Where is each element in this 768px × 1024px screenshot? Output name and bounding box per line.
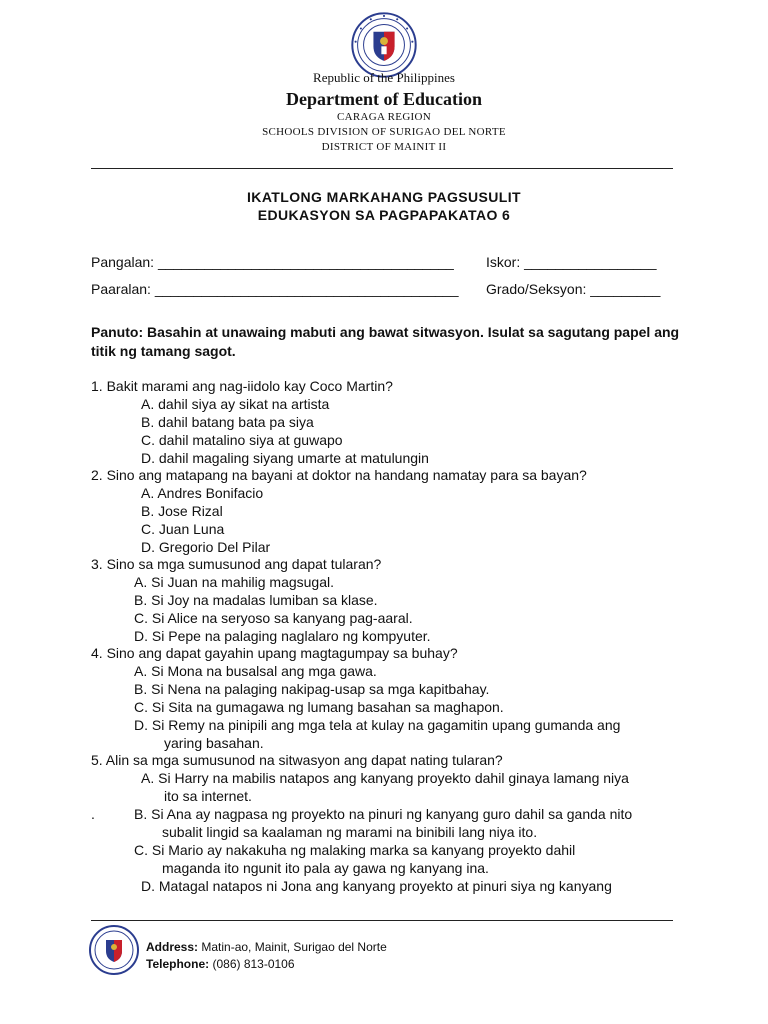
choice-4d-continued: yaring basahan. bbox=[164, 735, 264, 751]
choice-5c: C. Si Mario ay nakakuha ng malaking marka sa kanyang proyekto dahil bbox=[134, 842, 576, 858]
question-1: 1. Bakit marami ang nag-iidolo kay Coco Martin? bbox=[91, 378, 393, 394]
choice-1c: C. dahil matalino siya at guwapo bbox=[141, 432, 343, 448]
choice-2d: D. Gregorio Del Pilar bbox=[141, 539, 271, 555]
question-5: 5. Alin sa mga sumusunod na sitwasyon ang dapat nating tularan? bbox=[91, 752, 503, 768]
address-label: Address: bbox=[146, 940, 199, 954]
question-3: 3. Sino sa mga sumusunod ang dapat tularan? bbox=[91, 556, 382, 572]
header-divider bbox=[91, 168, 673, 169]
choice-5b: B. Si Ana ay nagpasa ng proyekto na pinuri ng kanyang guro dahil sa ganda nito bbox=[134, 806, 633, 822]
choice-5a: A. Si Harry na mabilis natapos ang kanyang proyekto dahil ginaya lamang niya bbox=[141, 770, 629, 786]
address-value: Matin-ao, Mainit, Surigao del Norte bbox=[201, 940, 387, 954]
question-4: 4. Sino ang dapat gayahin upang magtagumpay sa buhay? bbox=[91, 645, 458, 661]
choice-2c: C. Juan Luna bbox=[141, 521, 225, 537]
footer-divider bbox=[91, 920, 673, 921]
choice-2b: B. Jose Rizal bbox=[141, 503, 223, 519]
choice-4b: B. Si Nena na palaging nakipag-usap sa mga kapitbahay. bbox=[134, 681, 490, 697]
deped-seal-footer-logo bbox=[89, 925, 139, 975]
exam-title: IKATLONG MARKAHANG PAGSUSULIT bbox=[247, 189, 521, 205]
choice-5d: D. Matagal natapos ni Jona ang kanyang proyekto at pinuri siya ng kanyang bbox=[141, 878, 612, 894]
telephone-label: Telephone: bbox=[146, 957, 210, 971]
choice-3d: D. Si Pepe na palaging naglalaro ng kompyuter. bbox=[134, 628, 431, 644]
choice-1b: B. dahil batang bata pa siya bbox=[141, 414, 314, 430]
republic-heading: Republic of the Philippines bbox=[313, 70, 455, 85]
choice-4a: A. Si Mona na busalsal ang mga gawa. bbox=[134, 663, 377, 679]
choice-5a-continued: ito sa internet. bbox=[164, 788, 252, 804]
division-heading: SCHOOLS DIVISION OF SURIGAO DEL NORTE bbox=[262, 126, 506, 138]
district-heading: DISTRICT OF MAINIT II bbox=[321, 141, 447, 153]
name-field[interactable]: Pangalan: ______________________________________ bbox=[91, 254, 454, 270]
choice-5c-continued: maganda ito ngunit ito pala ay gawa ng kanyang ina. bbox=[162, 860, 489, 876]
footer-telephone bbox=[146, 957, 295, 971]
department-heading: Department of Education bbox=[286, 89, 482, 109]
choice-4c: C. Si Sita na gumagawa ng lumang basahan sa maghapon. bbox=[134, 699, 504, 715]
stray-period: . bbox=[91, 806, 95, 822]
question-2: 2. Sino ang matapang na bayani at doktor na handang namatay para sa bayan? bbox=[91, 467, 587, 483]
region-heading: CARAGA REGION bbox=[336, 111, 432, 123]
telephone-value: (086) 813-0106 bbox=[212, 957, 295, 971]
footer-address bbox=[146, 940, 387, 954]
deped-seal-logo bbox=[351, 12, 417, 78]
choice-2a: A. Andres Bonifacio bbox=[141, 485, 264, 501]
choice-3b: B. Si Joy na madalas lumiban sa klase. bbox=[134, 592, 378, 608]
choice-3c: C. Si Alice na seryoso sa kanyang pag-aaral. bbox=[134, 610, 413, 626]
choice-1a: A. dahil siya ay sikat na artista bbox=[141, 396, 330, 412]
instructions: Panuto: Basahin at unawaing mabuti ang bawat sitwasyon. Isulat sa sagutang papel ang titik ng tamang sagot. bbox=[91, 324, 680, 359]
choice-1d: D. dahil magaling siyang umarte at matulungin bbox=[141, 450, 429, 466]
choice-5b-continued: subalit lingid sa kaalaman ng marami na binibili lang niya ito. bbox=[162, 824, 538, 840]
grade-section-field[interactable]: Grado/Seksyon: _________ bbox=[486, 281, 661, 297]
score-field[interactable]: Iskor: _________________ bbox=[486, 254, 657, 270]
choice-3a: A. Si Juan na mahilig magsugal. bbox=[134, 574, 334, 590]
choice-4d: D. Si Remy na pinipili ang mga tela at kulay na gagamitin upang gumanda ang bbox=[134, 717, 621, 733]
exam-subject: EDUKASYON SA PAGPAPAKATAO 6 bbox=[257, 207, 511, 223]
school-field[interactable]: Paaralan: _______________________________________ bbox=[91, 281, 459, 297]
